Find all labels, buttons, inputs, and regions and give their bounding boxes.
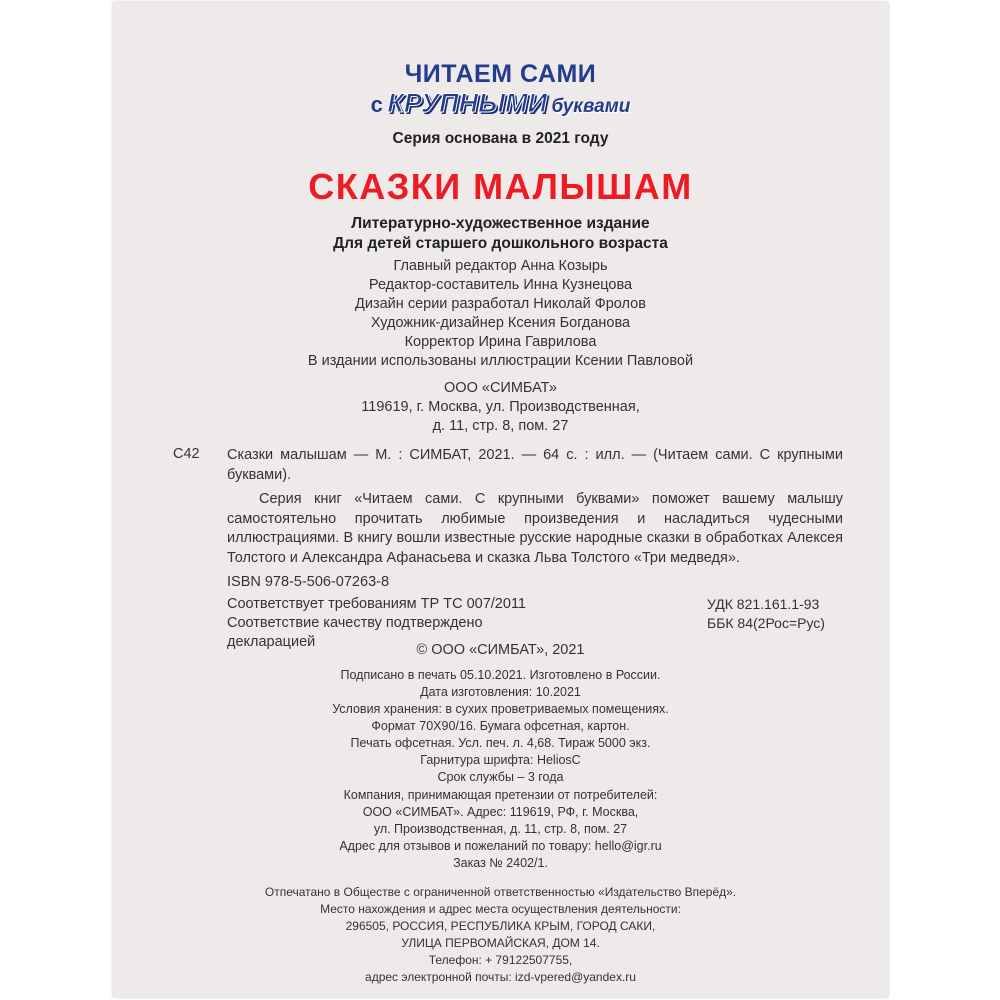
credit-line: Дизайн серии разработал Николай Фролов — [355, 296, 646, 312]
imprint-line: Условия хранения: в сухих проветриваемых помещениях. — [332, 702, 669, 716]
imprint-line: Гарнитура шрифта: HeliosC — [420, 753, 581, 767]
book-annotation: Серия книг «Читаем сами. С крупными буквами» поможет вашему малышу самостоятельно прочитать любимые произведения и насладиться чудесными иллюстрациями. В книгу вошли известные русские народные сказки в обработках Алексея Толстого и Александра Афанасьева и сказка Льва Толстого «Три медведя». — [227, 491, 843, 566]
catalog-entry: Сказки малышам — М. : СИМБАТ, 2021. — 64 с. : илл. — (Читаем сами. С крупными буквами). — [227, 447, 843, 483]
publisher-address: д. 11, стр. 8, пом. 27 — [432, 418, 569, 434]
printer-line: Отпечатано в Обществе с ограниченной ответственностью «Издательство Вперёд». — [264, 885, 737, 899]
compliance-line: Соответствие качеству подтверждено — [227, 615, 483, 631]
age-group: Для детей старшего дошкольного возраста — [333, 235, 668, 252]
printer-line: 296505, РОССИЯ, РЕСПУБЛИКА КРЫМ, ГОРОД САКИ, — [345, 919, 656, 933]
publisher-name: ООО «СИМБАТ» — [444, 380, 557, 396]
credit-line: Главный редактор Анна Козырь — [393, 258, 608, 274]
printer-line: адрес электронной почты: izd-vpered@yandex.ru — [365, 970, 636, 984]
printer-line: Телефон: + 79122507755, — [428, 953, 573, 967]
imprint-line: Срок службы – 3 года — [437, 770, 564, 784]
imprint-line: Адрес для отзывов и пожеланий по товару: hello@igr.ru — [339, 839, 662, 853]
compliance-line: Соответствует требованиям ТР ТС 007/2011 — [227, 596, 526, 612]
series-founded: Серия основана в 2021 году — [392, 130, 609, 147]
imprint-line: Печать офсетная. Усл. печ. л. 4,68. Тираж 5000 экз. — [350, 736, 651, 750]
bbk-code: ББК 84(2Рос=Рус) — [707, 615, 825, 631]
imprint-line: Компания, принимающая претензии от потребителей: — [343, 788, 658, 802]
series-logo-line2 — [113, 88, 888, 119]
series-logo-suffix: буквами — [551, 96, 631, 117]
catalog-code: С42 — [173, 446, 200, 462]
copyright: © ООО «СИМБАТ», 2021 — [416, 642, 585, 658]
imprint-line: Формат 70Х90/16. Бумага офсетная, картон. — [371, 719, 630, 733]
credit-line: В издании использованы иллюстрации Ксении Павловой — [307, 353, 694, 369]
imprint-line: ООО «СИМБАТ». Адрес: 119619, РФ, г. Москва, — [362, 805, 639, 819]
series-logo-line1: ЧИТАЕМ САМИ — [404, 60, 597, 88]
compliance-line: декларацией — [227, 634, 316, 650]
credit-line: Корректор Ирина Гаврилова — [404, 334, 597, 350]
series-logo-big: КРУПНЫМИ — [387, 88, 547, 118]
imprint-line: Подписано в печать 05.10.2021. Изготовлено в России. — [340, 668, 661, 682]
publisher-address: 119619, г. Москва, ул. Производственная, — [361, 399, 640, 415]
udk-code: УДК 821.161.1-93 — [707, 596, 820, 612]
credit-line: Редактор-составитель Инна Кузнецова — [368, 277, 633, 293]
edition-type: Литературно-художественное издание — [351, 215, 650, 232]
imprint-line: ул. Производственная, д. 11, стр. 8, пом. 27 — [373, 822, 628, 836]
imprint-line: Заказ № 2402/1. — [453, 856, 548, 870]
printer-line: УЛИЦА ПЕРВОМАЙСКАЯ, ДОМ 14. — [401, 936, 600, 950]
isbn: ISBN 978-5-506-07263-8 — [227, 574, 390, 590]
printer-line: Место нахождения и адрес места осуществления деятельности: — [320, 902, 681, 916]
imprint-line: Дата изготовления: 10.2021 — [420, 685, 581, 699]
credit-line: Художник-дизайнер Ксения Богданова — [370, 315, 631, 331]
series-logo-prefix: с — [370, 92, 383, 117]
book-imprint-page — [113, 2, 888, 997]
book-title: СКАЗКИ МАЛЫШАМ — [308, 166, 693, 207]
